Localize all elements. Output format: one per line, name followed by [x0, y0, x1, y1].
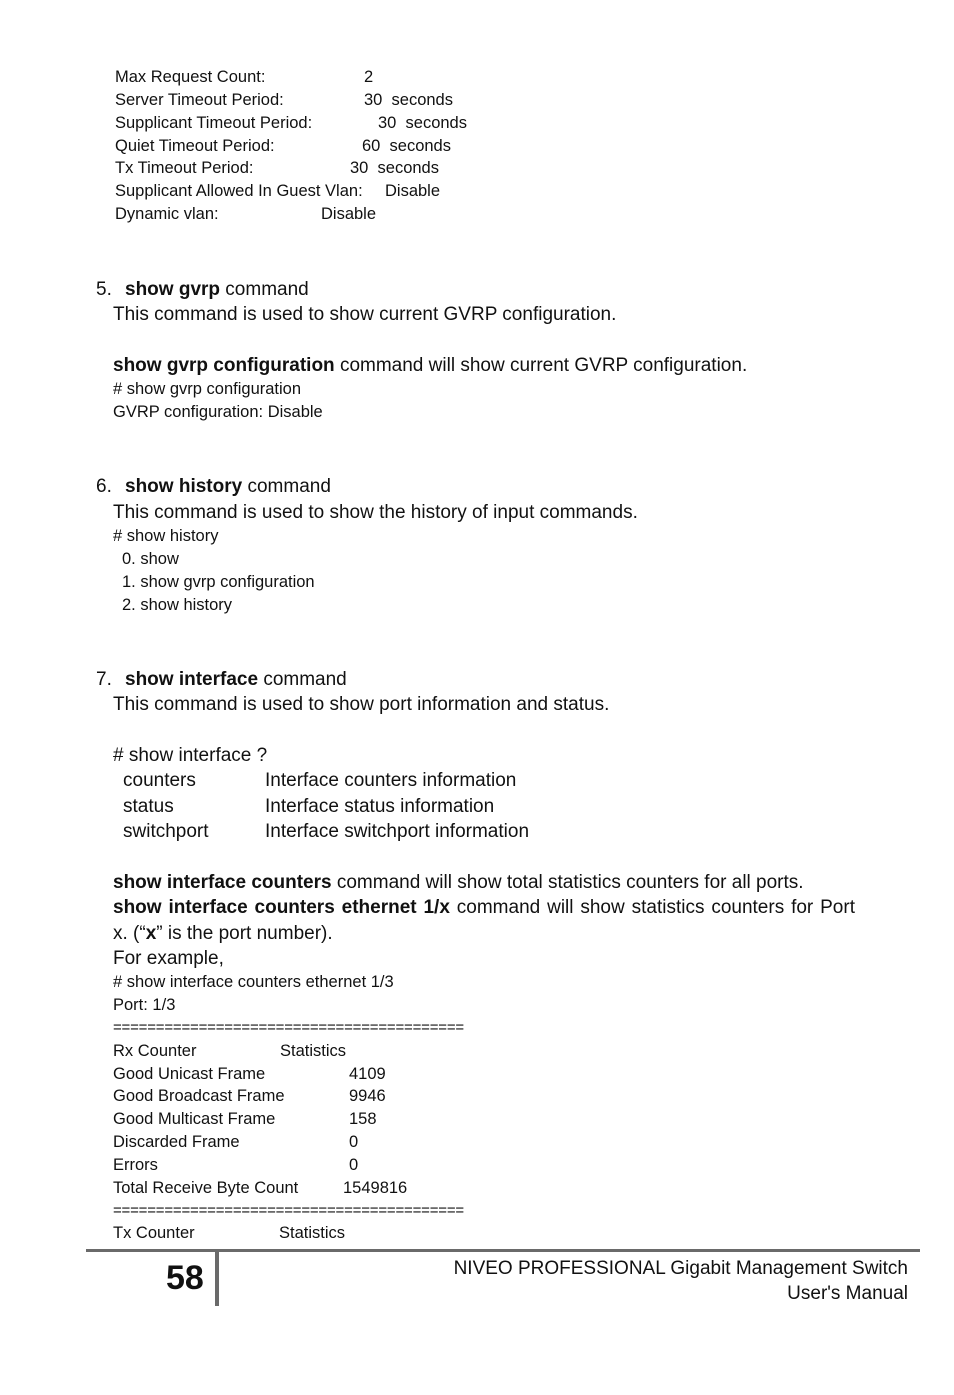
rx-row-value: 1549816 — [343, 1179, 408, 1197]
info-label: Supplicant Allowed In Guest Vlan: — [115, 182, 363, 200]
rx-row-value: 9946 — [349, 1087, 386, 1105]
subcommand-line — [113, 353, 747, 378]
rx-row-label: Good Broadcast Frame — [113, 1087, 285, 1105]
for-example: For example, — [113, 948, 224, 969]
counters-eth-line — [113, 895, 855, 920]
info-value: 60 seconds — [362, 137, 451, 155]
port-note: x. (“x” is the port number). — [113, 923, 333, 944]
rx-row-value: 4109 — [349, 1065, 386, 1083]
info-label: Max Request Count: — [115, 68, 266, 86]
rx-row-value: 158 — [349, 1110, 377, 1128]
example-command: # show interface counters ethernet 1/3 — [113, 973, 394, 991]
rx-header-value: Statistics — [280, 1042, 347, 1060]
info-value: 2 — [364, 68, 374, 86]
command-suffix: command — [258, 669, 347, 690]
counters-command: show interface counters — [113, 872, 332, 893]
example-port: Port: 1/3 — [113, 996, 176, 1014]
counters-description: command will show total statistics counters for all ports. — [331, 872, 804, 893]
section-heading — [125, 474, 331, 499]
footer-divider — [86, 1249, 920, 1252]
rx-row-label: Good Multicast Frame — [113, 1110, 276, 1128]
rx-row-label: Discarded Frame — [113, 1133, 240, 1151]
footer-line-2: User's Manual — [787, 1283, 908, 1304]
info-value: Disable — [321, 205, 377, 223]
section-number: 5. — [96, 279, 112, 300]
rx-row-label: Errors — [113, 1156, 158, 1174]
counters-eth-command: show interface counters ethernet 1/x — [113, 897, 450, 918]
command-name: show interface — [125, 669, 259, 690]
tx-header-value: Statistics — [279, 1224, 346, 1242]
subcommand-name: show gvrp configuration — [113, 355, 335, 376]
section-heading — [125, 667, 347, 692]
info-label: Dynamic vlan: — [115, 205, 219, 223]
example-line: # show gvrp configuration — [113, 380, 302, 398]
help-item-name: counters — [123, 770, 196, 791]
tx-header-label: Tx Counter — [113, 1224, 195, 1242]
section-number: 7. — [96, 669, 112, 690]
info-value: 30 seconds — [378, 114, 467, 132]
example-line: 2. show history — [122, 596, 233, 614]
info-value: 30 seconds — [350, 159, 439, 177]
footer-line-1: NIVEO PROFESSIONAL Gigabit Management Switch — [453, 1258, 908, 1279]
section-number: 6. — [96, 476, 112, 497]
help-item-name: status — [123, 796, 174, 817]
command-name: show history — [125, 476, 243, 497]
help-item-desc: Interface counters information — [265, 770, 517, 791]
page-number: 58 — [166, 1259, 204, 1297]
rx-row-label: Total Receive Byte Count — [113, 1179, 299, 1197]
subcommand-description: command will show current GVRP configuration. — [334, 355, 748, 376]
rx-row-value: 0 — [349, 1133, 359, 1151]
example-line: # show history — [113, 527, 219, 545]
separator-line: ========================================= — [113, 1019, 464, 1036]
info-value: Disable — [385, 182, 441, 200]
help-item-desc: Interface status information — [265, 796, 495, 817]
help-item-desc: Interface switchport information — [265, 821, 530, 842]
rx-row-label: Good Unicast Frame — [113, 1065, 266, 1083]
command-suffix: command — [242, 476, 331, 497]
info-label: Supplicant Timeout Period: — [115, 114, 313, 132]
rx-header-label: Rx Counter — [113, 1042, 197, 1060]
example-line: 0. show — [122, 550, 179, 568]
counters-line — [113, 870, 804, 895]
section-heading — [125, 277, 309, 302]
footer-vertical-bar — [215, 1252, 219, 1306]
section-description: This command is used to show port information and status. — [113, 694, 610, 715]
section-description: This command is used to show current GVRP configuration. — [113, 304, 617, 325]
info-label: Tx Timeout Period: — [115, 159, 254, 177]
info-value: 30 seconds — [364, 91, 453, 109]
footer-title — [454, 1256, 908, 1306]
info-label: Server Timeout Period: — [115, 91, 284, 109]
help-item-name: switchport — [123, 821, 209, 842]
section-description: This command is used to show the history of input commands. — [113, 502, 638, 523]
help-prompt: # show interface ? — [113, 745, 268, 766]
info-label: Quiet Timeout Period: — [115, 137, 275, 155]
example-line: 1. show gvrp configuration — [122, 573, 315, 591]
command-name: show gvrp — [125, 279, 221, 300]
command-suffix: command — [220, 279, 309, 300]
rx-row-value: 0 — [349, 1156, 359, 1174]
counters-eth-description: command will show statistics counters for Port — [449, 897, 855, 918]
separator-line: ========================================= — [113, 1202, 464, 1219]
example-line: GVRP configuration: Disable — [113, 403, 323, 421]
